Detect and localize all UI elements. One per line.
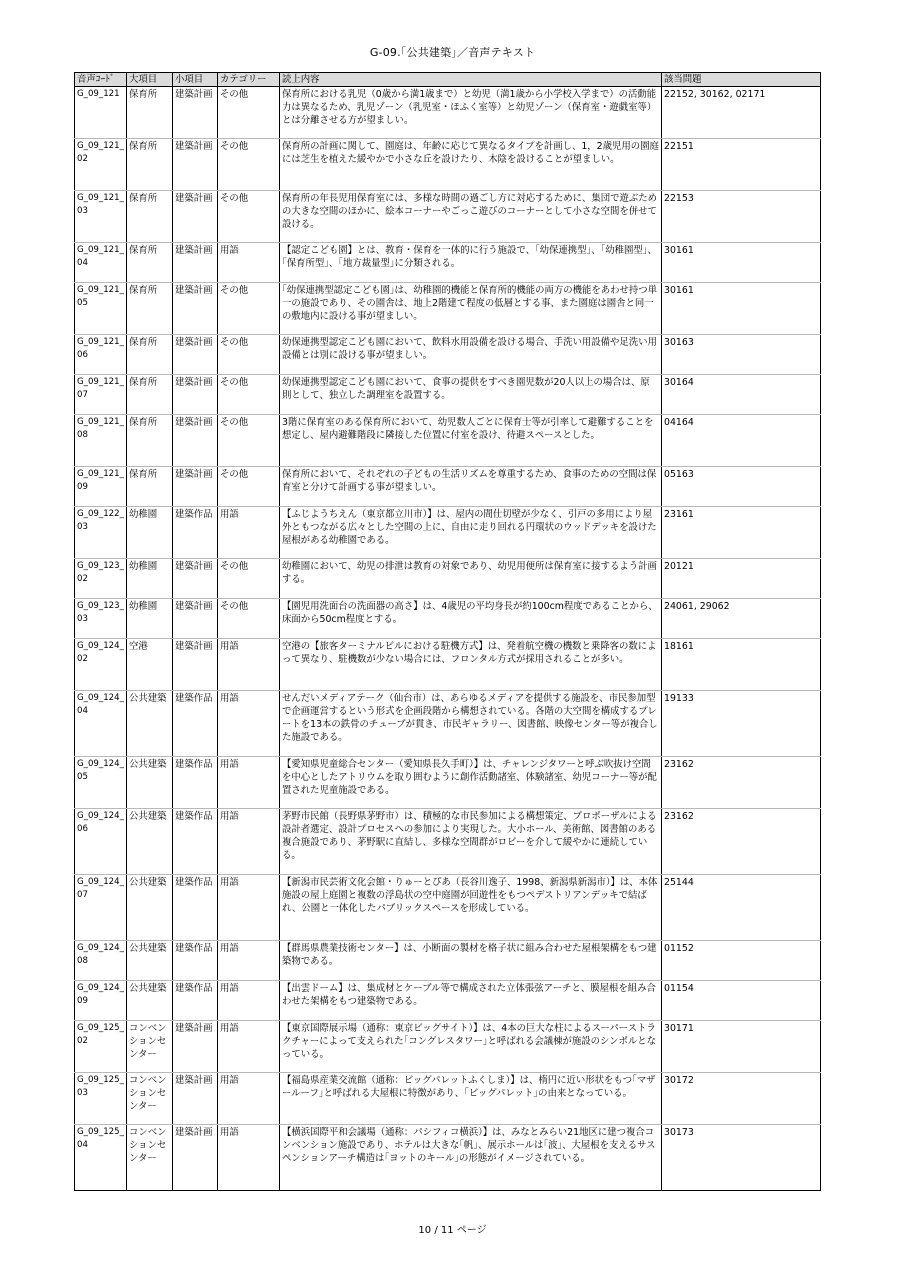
cell-code: G_09_121_06: [75, 335, 127, 375]
cell-text: 幼稚園において、幼児の排泄は教育の対象であり、幼児用便所は保育室に接するよう計画する。: [280, 559, 662, 599]
cell-text: 3階に保育室のある保育所において、幼児数人ごとに保育士等が引率して避難することを想定し、屋内避難階段に隣接した位置に付室を設け、待避スペースとした。: [280, 415, 662, 467]
cell-code: G_09_121: [75, 87, 127, 139]
cell-code: G_09_121_04: [75, 243, 127, 283]
cell-category: 用語: [218, 941, 280, 981]
table-row: [75, 809, 821, 875]
cell-code: G_09_125_03: [75, 1073, 127, 1125]
cell-problems: 22153: [662, 191, 821, 243]
cell-category: その他: [218, 467, 280, 507]
table-row: [75, 139, 821, 191]
cell-category: 用語: [218, 1021, 280, 1073]
cell-category: その他: [218, 335, 280, 375]
cell-code: G_09_123_03: [75, 599, 127, 639]
cell-minor: 建築計画: [173, 599, 218, 639]
cell-minor: 建築計画: [173, 87, 218, 139]
table-row: [75, 599, 821, 639]
column-header-category: カテゴリー: [218, 73, 280, 87]
cell-major: 保育所: [127, 335, 173, 375]
column-header-code: 音声ｺｰﾄﾞ: [75, 73, 127, 87]
cell-major: 保育所: [127, 139, 173, 191]
cell-text: 【新潟市民芸術文化会館・りゅーとぴあ（長谷川逸子、1998、新潟県新潟市）】は、本体施設の屋上庭園と複数の浮島状の空中庭園が回遊性をもつペデストリアンデッキで結ばれ、公園と一体化したパブリックスペースを形成している。: [280, 875, 662, 941]
cell-text: 【東京国際展示場（通称：東京ビッグサイト）】は、4本の巨大な柱によるスーパーストラクチャーによって支えられた｢コングレスタワー｣と呼ばれる会議棟が施設のシンボルとなっている。: [280, 1021, 662, 1073]
cell-problems: 30172: [662, 1073, 821, 1125]
cell-category: 用語: [218, 981, 280, 1021]
cell-category: 用語: [218, 875, 280, 941]
cell-text: 【愛知県児童総合センター（愛知県長久手町）】は、チャレンジタワーと呼ぶ吹抜け空間を中心としたアトリウムを取り囲むように創作活動諸室、体験諸室、幼児コーナー等が配置された児童施設である。: [280, 757, 662, 809]
cell-text: 保育所において、それぞれの子どもの生活リズムを尊重するため、食事のための空間は保育室と分けて計画する事が望ましい。: [280, 467, 662, 507]
cell-minor: 建築計画: [173, 639, 218, 691]
cell-problems: 19133: [662, 691, 821, 757]
table-row: [75, 243, 821, 283]
cell-problems: 30163: [662, 335, 821, 375]
table-row: [75, 283, 821, 335]
audio-text-table: [74, 72, 821, 1191]
cell-text: 幼保連携型認定こども園において、飲料水用設備を設ける場合、手洗い用設備や足洗い用設備とは別に設ける事が望ましい。: [280, 335, 662, 375]
cell-code: G_09_124_08: [75, 941, 127, 981]
cell-problems: 23161: [662, 507, 821, 559]
cell-major: 公共建築: [127, 691, 173, 757]
cell-code: G_09_121_03: [75, 191, 127, 243]
cell-text: せんだいメディアテーク（仙台市）は、あらゆるメディアを提供する施設を、市民参加型で企画運営するという形式を企画段階から構想されている。各階の大空間を構成するプレートを13本の鉄骨のチューブが貫き、市民ギャラリー、図書館、映像センター等が複合した施設である。: [280, 691, 662, 757]
cell-major: 保育所: [127, 243, 173, 283]
column-header-major: 大項目: [127, 73, 173, 87]
cell-code: G_09_123_02: [75, 559, 127, 599]
table-row: [75, 941, 821, 981]
cell-text: 空港の【旅客ターミナルビルにおける駐機方式】は、発着航空機の機数と乗降客の数によって異なり、駐機数が少ない場合には、フロンタル方式が採用されることが多い。: [280, 639, 662, 691]
cell-code: G_09_121_02: [75, 139, 127, 191]
cell-major: 公共建築: [127, 941, 173, 981]
cell-minor: 建築計画: [173, 375, 218, 415]
cell-problems: 30164: [662, 375, 821, 415]
cell-minor: 建築計画: [173, 559, 218, 599]
cell-problems: 01154: [662, 981, 821, 1021]
cell-text: 【出雲ドーム】は、集成材とケーブル等で構成された立体張弦アーチと、膜屋根を組み合わせた架構をもつ建築物である。: [280, 981, 662, 1021]
cell-category: その他: [218, 191, 280, 243]
cell-minor: 建築計画: [173, 191, 218, 243]
cell-minor: 建築計画: [173, 1125, 218, 1191]
cell-code: G_09_121_08: [75, 415, 127, 467]
table-row: [75, 1073, 821, 1125]
cell-code: G_09_121_09: [75, 467, 127, 507]
table-row: [75, 335, 821, 375]
cell-major: 幼稚園: [127, 507, 173, 559]
cell-minor: 建築計画: [173, 139, 218, 191]
cell-code: G_09_125_02: [75, 1021, 127, 1073]
table-row: [75, 87, 821, 139]
cell-text: 幼保連携型認定こども園において、食事の提供をすべき園児数が20人以上の場合は、原則として、独立した調理室を設置する。: [280, 375, 662, 415]
cell-category: 用語: [218, 809, 280, 875]
cell-major: コンベンションセンター: [127, 1021, 173, 1073]
table-row: [75, 875, 821, 941]
cell-minor: 建築作品: [173, 981, 218, 1021]
table-row: [75, 691, 821, 757]
cell-minor: 建築作品: [173, 757, 218, 809]
cell-category: その他: [218, 559, 280, 599]
cell-text: 保育所の年長児用保育室には、多様な時間の過ごし方に対応するために、集団で遊ぶための大きな空間のほかに、絵本コーナーやごっこ遊びのコーナーとして小さな空間を併せて設ける。: [280, 191, 662, 243]
table-row: [75, 1125, 821, 1191]
cell-code: G_09_124_09: [75, 981, 127, 1021]
cell-minor: 建築作品: [173, 507, 218, 559]
cell-major: 保育所: [127, 467, 173, 507]
cell-minor: 建築計画: [173, 467, 218, 507]
column-header-minor: 小項目: [173, 73, 218, 87]
page-number: 10 / 11 ページ: [418, 1225, 487, 1236]
table-row: [75, 981, 821, 1021]
cell-problems: 20121: [662, 559, 821, 599]
cell-major: 公共建築: [127, 809, 173, 875]
cell-major: 空港: [127, 639, 173, 691]
cell-major: 公共建築: [127, 981, 173, 1021]
column-header-text: 読上内容: [280, 73, 662, 87]
column-header-problems: 該当問題: [662, 73, 821, 87]
cell-major: コンベンションセンター: [127, 1073, 173, 1125]
cell-problems: 04164: [662, 415, 821, 467]
cell-problems: 30171: [662, 1021, 821, 1073]
cell-category: その他: [218, 283, 280, 335]
cell-code: G_09_121_05: [75, 283, 127, 335]
cell-problems: 22151: [662, 139, 821, 191]
cell-major: 保育所: [127, 283, 173, 335]
cell-minor: 建築作品: [173, 875, 218, 941]
cell-text: 保育所の計画に関して、園庭は、年齢に応じて異なるタイプを計画し、1，2歳児用の園庭には芝生を植えた緩やかで小さな丘を設けたり、木陰を設けることが望ましい。: [280, 139, 662, 191]
cell-category: 用語: [218, 1073, 280, 1125]
cell-code: G_09_124_04: [75, 691, 127, 757]
cell-major: コンベンションセンター: [127, 1125, 173, 1191]
cell-text: ｢幼保連携型認定こども園｣は、幼稚園的機能と保育所的機能の両方の機能をあわせ持つ単一の施設であり、その園舎は、地上2階建て程度の低層とする事、また園庭は園舎と同一の敷地内に設ける事が望ましい。: [280, 283, 662, 335]
table-row: [75, 467, 821, 507]
cell-major: 幼稚園: [127, 559, 173, 599]
cell-category: その他: [218, 375, 280, 415]
cell-text: 【認定こども園】とは、教育・保育を一体的に行う施設で、｢幼保連携型｣、｢幼稚園型｣、｢保育所型｣、｢地方裁量型｣に分類される。: [280, 243, 662, 283]
cell-problems: 30173: [662, 1125, 821, 1191]
cell-minor: 建築計画: [173, 415, 218, 467]
cell-minor: 建築計画: [173, 1073, 218, 1125]
cell-code: G_09_124_02: [75, 639, 127, 691]
cell-text: 茅野市民館（長野県茅野市）は、積極的な市民参加による構想策定、プロポーザルによる設計者選定、設計プロセスへの参加により実現した。大小ホール、美術館、図書館のある複合施設であり、茅野駅に直結し、多様な空間群がロビーを介して緩やかに連続している。: [280, 809, 662, 875]
cell-major: 公共建築: [127, 757, 173, 809]
cell-problems: 23162: [662, 809, 821, 875]
cell-category: 用語: [218, 691, 280, 757]
cell-code: G_09_124_06: [75, 809, 127, 875]
cell-problems: 18161: [662, 639, 821, 691]
cell-code: G_09_124_07: [75, 875, 127, 941]
page-title: G-09.｢公共建築｣／音声テキスト: [369, 46, 536, 59]
cell-problems: 30161: [662, 243, 821, 283]
cell-minor: 建築計画: [173, 335, 218, 375]
cell-category: 用語: [218, 1125, 280, 1191]
cell-major: 保育所: [127, 87, 173, 139]
table-row: [75, 191, 821, 243]
cell-category: その他: [218, 599, 280, 639]
cell-text: 【園児用洗面台の洗面器の高さ】は、4歳児の平均身長が約100cm程度であることから、床面から50cm程度とする。: [280, 599, 662, 639]
cell-major: 幼稚園: [127, 599, 173, 639]
cell-category: 用語: [218, 639, 280, 691]
cell-problems: 25144: [662, 875, 821, 941]
table-row: [75, 507, 821, 559]
cell-category: その他: [218, 415, 280, 467]
table-row: [75, 639, 821, 691]
cell-text: 保育所における乳児（0歳から満1歳まで）と幼児（満1歳から小学校入学まで）の活動能力は異なるため、乳児ゾーン（乳児室・ほふく室等）と幼児ゾーン（保育室・遊戯室等）とは分離させる方が望ましい。: [280, 87, 662, 139]
cell-major: 公共建築: [127, 875, 173, 941]
cell-problems: 23162: [662, 757, 821, 809]
cell-minor: 建築作品: [173, 809, 218, 875]
cell-text: 【ふじようちえん（東京都立川市）】は、屋内の間仕切壁が少なく、引戸の多用により屋外ともつながる広々とした空間の上に、自由に走り回れる円環状のウッドデッキを設けた屋根がある幼稚園である。: [280, 507, 662, 559]
cell-category: 用語: [218, 757, 280, 809]
cell-code: G_09_125_04: [75, 1125, 127, 1191]
cell-problems: 30161: [662, 283, 821, 335]
table-row: [75, 1021, 821, 1073]
cell-minor: 建築計画: [173, 1021, 218, 1073]
cell-minor: 建築計画: [173, 243, 218, 283]
table-row: [75, 559, 821, 599]
cell-code: G_09_121_07: [75, 375, 127, 415]
cell-minor: 建築作品: [173, 691, 218, 757]
cell-text: 【群馬県農業技術センター】は、小断面の製材を格子状に組み合わせた屋根架構をもつ建築物である。: [280, 941, 662, 981]
cell-category: 用語: [218, 507, 280, 559]
table-header-row: [75, 73, 821, 87]
cell-category: その他: [218, 87, 280, 139]
cell-problems: 05163: [662, 467, 821, 507]
cell-major: 保育所: [127, 191, 173, 243]
cell-problems: 01152: [662, 941, 821, 981]
cell-code: G_09_124_05: [75, 757, 127, 809]
cell-text: 【横浜国際平和会議場（通称：パシフィコ横浜）】は、みなとみらい21地区に建つ複合コンベンション施設であり、ホテルは大きな｢帆｣、展示ホールは｢波｣、大屋根を支えるサスペンションアーチ構造は｢ヨットのキール｣の形態がイメージされている。: [280, 1125, 662, 1191]
cell-category: その他: [218, 139, 280, 191]
cell-minor: 建築計画: [173, 283, 218, 335]
cell-minor: 建築作品: [173, 941, 218, 981]
cell-code: G_09_122_03: [75, 507, 127, 559]
table-row: [75, 415, 821, 467]
cell-problems: 24061, 29062: [662, 599, 821, 639]
cell-problems: 22152, 30162, 02171: [662, 87, 821, 139]
table-row: [75, 757, 821, 809]
cell-category: 用語: [218, 243, 280, 283]
cell-major: 保育所: [127, 415, 173, 467]
cell-major: 保育所: [127, 375, 173, 415]
table-row: [75, 375, 821, 415]
cell-text: 【福島県産業交流館（通称：ビッグパレットふくしま）】は、楕円に近い形状をもつ｢マザールーフ｣と呼ばれる大屋根に特徴があり、｢ビッグパレット｣の由来となっている。: [280, 1073, 662, 1125]
